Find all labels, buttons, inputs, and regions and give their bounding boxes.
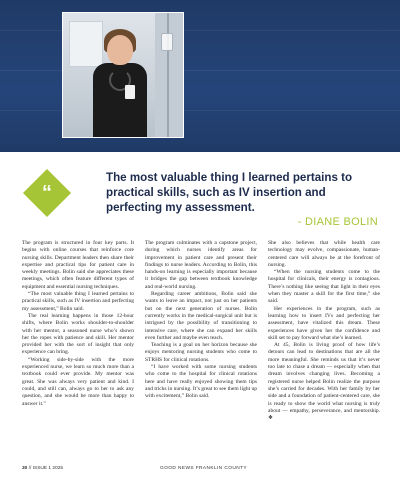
nurse-photo bbox=[62, 12, 184, 138]
article-paragraph: She also believes that while health care technology may evolve, compassionate, human-centered care will always be at the forefront of nursing. bbox=[268, 240, 380, 268]
quote-glyph: “ bbox=[42, 182, 52, 204]
article-paragraph: Teaching is a goal on her horizon because she enjoys mentoring nursing students who come to STRHS for clinical rotations. bbox=[145, 342, 257, 363]
article-paragraph: “Working side-by-side with the more experienced nurse, we learn so much more than a textbook could ever provide. My mentor was great. She was always very patient and kind. I could, and still can, always go to her to ask any question, and she would be more than happy to answer it.” bbox=[22, 356, 134, 407]
band-stripe bbox=[0, 30, 400, 31]
article-paragraph: The program culminates with a capstone project, during which nurses identify areas for improvement in patient care and present their findings to nurse leaders. According to Bolin, this hands-on learning is especially important because it bridges the gap between textbook knowledge and real-world nursing. bbox=[145, 240, 257, 290]
iv-bag bbox=[161, 33, 173, 51]
band-stripe bbox=[0, 110, 400, 111]
pull-quote-attribution: - DIANE BOLIN bbox=[297, 216, 378, 228]
nurse-head bbox=[107, 35, 133, 65]
article-paragraph: The program is structured in four key parts. It begins with online courses that reinforce core nursing skills. Department leaders then share their expertise and practical tips for patient care in weekly meetings. Bolin said she appreciates these meetings, which often feature different types of equipment and essential nursing techniques. bbox=[22, 240, 134, 290]
article-paragraph: Regarding career ambitions, Bolin said she wants to leave an impact, not just on her patients but on the next generation of nurses. Bolin currently works in the medical-surgical unit but is intrigued by the possibility of transitioning to intensive care, where she can expand her skills even further and maybe even teach. bbox=[145, 291, 257, 341]
article-paragraph: “When the nursing students come to the hospital for clinicals, their energy is contagious. There’s nothing like seeing that light in their eyes when they master a skill for the first time,” she said. bbox=[268, 269, 380, 305]
iv-pole bbox=[167, 13, 169, 138]
quote-icon bbox=[23, 169, 71, 217]
article-paragraph: “The most valuable thing I learned pertains to practical skills, such as IV insertion and perfecting my assessment,” Bolin said. bbox=[22, 291, 134, 312]
band-stripe bbox=[0, 70, 400, 71]
article-paragraph: Her experiences in the program, such as learning how to insert IVs and perfecting her assessment, have vitalized this dream. These experiences have given her the confidence and skill set to pay forward what she’s learned. bbox=[268, 305, 380, 341]
article-paragraph: “I have worked with some nursing students who come to the hospital for clinical rotations here and have really enjoyed showing them tips and tricks in nursing. It’s great to see them light up with excitement,” Bolin said. bbox=[145, 364, 257, 400]
article-body bbox=[22, 240, 380, 440]
article-paragraph: The real learning happens in those 12-hour shifts, where Bolin works shoulder-to-shoulder with her mentor, a seasoned nurse who’s shown her the ropes with patience and skill. Her mentor provided her with the sort of insight that only experience can bring. bbox=[22, 312, 134, 356]
article-paragraph: At 45, Bolin is living proof of how life’s detours can lead to destinations that are all the more meaningful. She reminds us that it’s never too late to chase a dream — especially when that dream involves changing lives. Becoming a registered nurse helped Bolin realize the purpose she’s carried for decades. With her family by her side and a foundation of patient-centered care, she is ready to show the world what nursing is truly about — empathy, perseverance, and mentorship. ❖ bbox=[268, 342, 380, 422]
page-footer-left bbox=[22, 466, 63, 471]
article-column-3 bbox=[268, 240, 380, 440]
footer-separator: // bbox=[28, 466, 33, 471]
article-column-1 bbox=[22, 240, 134, 440]
issue-label: ISSUE 1 2025 bbox=[32, 466, 64, 471]
pull-quote-text: The most valuable thing I learned pertains to practical skills, such as IV insertion and perfecting my assessment. bbox=[106, 171, 353, 214]
header-band bbox=[0, 0, 400, 152]
publication-name: GOOD NEWS FRANKLIN COUNTY bbox=[160, 466, 248, 471]
photo-door bbox=[155, 13, 183, 138]
id-badge bbox=[125, 85, 135, 99]
photo-window bbox=[69, 21, 103, 67]
page-number: 30 bbox=[22, 466, 28, 471]
article-column-2 bbox=[145, 240, 257, 440]
